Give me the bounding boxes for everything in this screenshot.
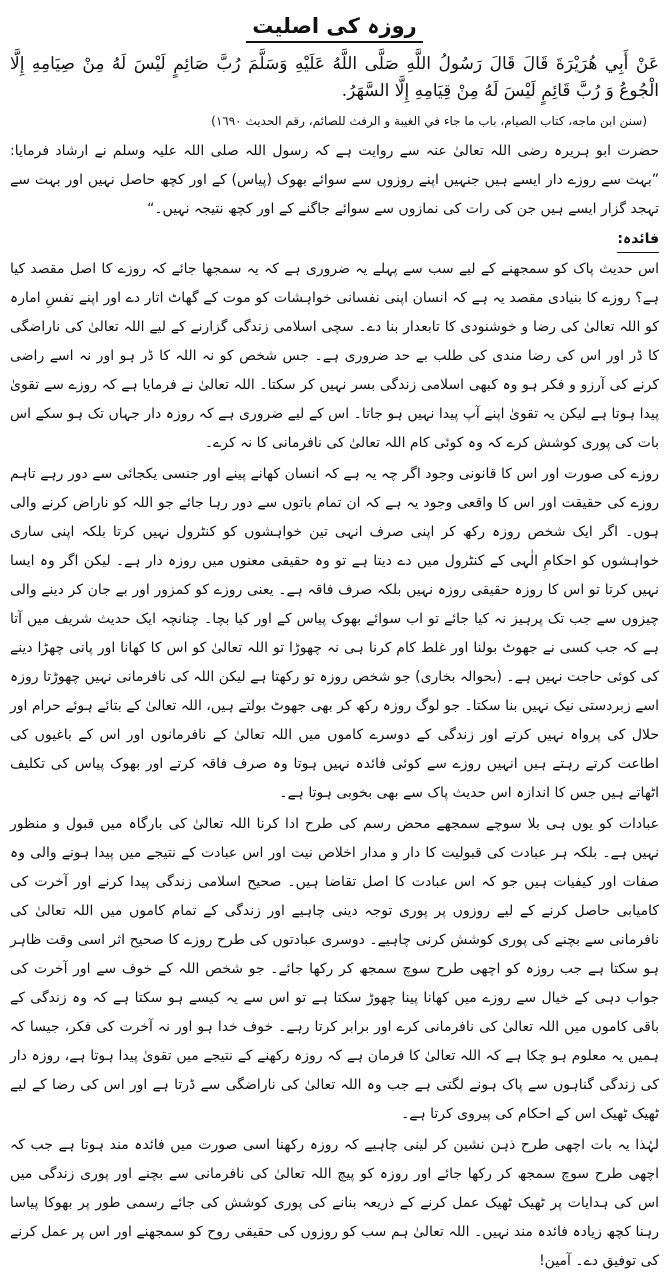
body-paragraph: اس حدیث پاک کو سمجھنے کے لیے سب سے پہلے یہ ضروری ہے کہ یہ سمجھا جائے کہ روزے کا اصل مقصد کیا ہے؟ روزے کا بنیادی مقصد یہ ہے کہ انسان اپنی نفسانی خواہشات کو موت کے گھاٹ اتار دے اور اپنے نفسِ امارہ کو اللہ تعالیٰ کی رضا و خوشنودی کا تابعدار بنا دے۔ سچی اسلامی زندگی گزارنے کے لیے اللہ تعالیٰ کی ناراضگی کا ڈر اور اس کی رضا مندی کی طلب بے حد ضروری ہے۔ جس شخص کو نہ اللہ کا ڈر ہو اور نہ اسے راضی کرنے کی آرزو و فکر ہو وہ کبھی اسلامی زندگی بسر نہیں کر سکتا۔ اللہ تعالیٰ نے فرمایا ہے کہ روزے سے تقویٰ پیدا ہوتا ہے لیکن یہ تقویٰ اپنے آپ پیدا نہیں ہو جاتا۔ اس کے لیے ضروری ہے کہ روزہ دار جہاں تک ہو سکے اس بات کی پوری کوشش کرے کہ وہ کوئی کام اللہ تعالیٰ کی نافرمانی کا نہ کرے۔ [10, 261, 659, 451]
title-container [10, 14, 659, 43]
benefit-heading-container [10, 226, 659, 255]
hadith-translation: حضرت ابو ہریرہ رضی اللہ تعالیٰ عنہ سے روایت ہے کہ رسول اللہ صلی اللہ علیہ وسلم نے ارشاد فرمایا: ”بہت سے روزے دار ایسے ہیں جنہیں اپنے روزوں سے سوائے بھوک (پیاس) کے اور کچھ حاصل نہیں اور بہت سے تہجد گزار ایسے ہیں جن کی رات کی نمازوں سے سوائے جاگنے کے اور کچھ نتیجہ نہیں۔“ [10, 143, 659, 217]
hadith-reference: (سنن ابن ماجه، كتاب الصيام، باب ما جاء في الغيبة و الرفث للصائم، رقم الحديث ١٦٩٠) [211, 114, 647, 128]
body-paragraph: روزے کی صورت اور اس کا قانونی وجود اگر چہ یہ ہے کہ انسان کھانے پینے اور جنسی یکجائی سے دور رہے تاہم روزے کی حقیقت اور اس کا واقعی وجود یہ ہے کہ ان تمام باتوں سے دور رہا جائے جو اللہ کو ناراض کرنے والی ہوں۔ اگر ایک شخص روزہ رکھ کر اپنی صرف انہی تین خواہشوں کو کنٹرول نہیں کرتا بلکہ اپنی ساری خواہشوں کو احکامِ الٰہی کے کنٹرول میں دے دیتا ہے تو وہ حقیقی معنوں میں روزہ دار ہے۔ لیکن اگر وہ ایسا نہیں کرتا تو اس کا روزہ حقیقی روزہ نہیں بلکہ صرف فاقہ ہے۔ یعنی روزے کو کمزور اور بے جان کر دینے والی چیزوں سے جب تک پرہیز نہ کیا جائے تو اب سوائے بھوک پیاس کے اور کیا بچا۔ چنانچہ ایک حدیث شریف میں آتا ہے کہ جب کسی نے جھوٹ بولنا اور غلط کام کرنا ہی نہ چھوڑا تو اللہ تعالیٰ کو اس کا کھانا اور پانی چھڑا دینے کی کوئی حاجت نہیں ہے۔ (بحوالہ بخاری) جو شخص روزہ تو رکھتا ہے لیکن اللہ کی نافرمانی نہیں چھوڑتا روزہ اسے زبردستی نیک نہیں بنا سکتا۔ جو لوگ روزہ رکھ کر بھی جھوٹ بولتے ہیں، اللہ تعالیٰ کے بتائے ہوئے حرام اور حلال کی پرواہ نہیں کرتے اور زندگی کے دوسرے کاموں میں اللہ تعالیٰ کے نافرمانوں اور اس کے باغیوں کی اطاعت کرتے رہتے ہیں انہیں روزے سے کوئی فائدہ نہیں ہوتا وہ صرف فاقہ کرتے اور بھوک پیاس کی تکلیف اٹھاتے ہیں جس کا اندازہ اس حدیث پاک سے بھی بخوبی ہوتا ہے۔ [10, 466, 659, 801]
body-paragraph: لہٰذا یہ بات اچھی طرح ذہن نشین کر لینی چاہیے کہ روزہ رکھنا اسی صورت میں فائدہ مند ہوتا ہے جب کہ اچھی طرح سوچ سمجھ کر رکھا جائے اور روزہ کو پیچ اللہ تعالیٰ کی نافرمانی سے بچنے اور پوری زندگی میں اس کی ہدایات پر ٹھیک ٹھیک عمل کرنے کے ذریعہ بنانے کی پوری کوشش کی جائے رسمی طور پر بھوکا پیاسا رہنا کچھ زیادہ فائدہ مند نہیں۔ اللہ تعالیٰ ہم سب کو روزوں کی حقیقی روح کو سمجھنے اور اس پر عمل کرنے کی توفیق دے۔ آمین! [10, 1137, 659, 1269]
page-title: روزہ کی اصلیت [246, 14, 422, 43]
body-paragraph: عبادات کو یوں ہی بلا سوچے سمجھے محض رسم کی طرح ادا کرنا اللہ تعالیٰ کی بارگاہ میں قبول و منظور نہیں ہے۔ بلکہ ہر عبادت کی قبولیت کا دار و مدار اخلاص نیت اور اس عبادت کے نتیجے میں پیدا ہونے والی وہ صفات اور کیفیات ہیں جو کہ اس عبادت کا اصل تقاضا ہیں۔ صحیح اسلامی زندگی پیدا کرنے اور آخرت کی کامیابی حاصل کرنے کے لیے روزوں پر پوری توجہ دینی چاہیے اور زندگی کے تمام کاموں میں اللہ تعالیٰ کی نافرمانی سے بچنے کی پوری کوشش کرنی چاہیے۔ دوسری عبادتوں کی طرح روزے کا صحیح اثر اسی وقت ظاہر ہو سکتا ہے جب روزہ کو اچھی طرح سوچ سمجھ کر رکھا جائے۔ جو شخص اللہ کے خوف سے اور آخرت کی جواب دہی کے خیال سے روزے میں کھانا پینا چھوڑ سکتا ہے تو اس سے یہ کیسے ہو سکتا ہے کہ وہ زندگی کے باقی کاموں میں اللہ تعالیٰ کی نافرمانی کرے اور برابر کرتا رہے۔ خوف خدا ہو اور نہ آخرت کی فکر، جیسا کہ ہمیں یہ معلوم ہو چکا ہے کہ اللہ تعالیٰ کا فرمان ہے کہ روزہ رکھنے کے نتیجے میں تقویٰ پیدا ہوتا ہے، روزہ دار کی زندگی گناہوں سے پاک ہونے لگتی ہے جب وہ اللہ تعالیٰ کی ناراضگی سے ڈرتا ہے اور اس کی رضا کے لیے ٹھیک ٹھیک اس کے احکام کی پیروی کرتا ہے۔ [10, 816, 659, 1122]
hadith-arabic-text: عَنْ أَبِي هُرَيْرَةَ قَالَ قَالَ رَسُولُ اللَّهِ صَلَّى اللَّهُ عَلَيْهِ وَسَلَّمَ رُبَّ صَائِمٍ لَيْسَ لَهُ مِنْ صِيَامِهِ إِلَّا الْجُوعُ وَ رُبَّ قَائِمٍ لَيْسَ لَهُ مِنْ قِيَامِهِ إِلَّا السَّهَرُ. [10, 54, 659, 101]
benefit-heading: فائدہ: [617, 226, 659, 253]
